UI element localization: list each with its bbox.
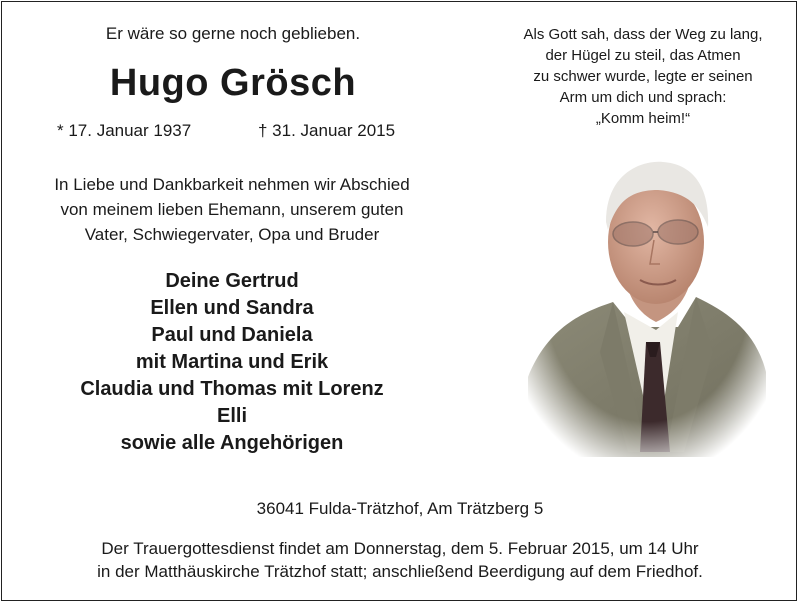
mourner-line: mit Martina und Erik <box>135 351 329 373</box>
poem-line: der Hügel zu steil, das Atmen <box>545 47 741 64</box>
poem-line: zu schwer wurde, legte er seinen <box>533 68 753 85</box>
poem <box>490 24 796 129</box>
birth-date: * 17. Januar 1937 <box>57 121 192 140</box>
mourner-line: Elli <box>216 405 247 427</box>
farewell-line: In Liebe und Dankbarkeit nehmen wir Abschied <box>54 175 410 194</box>
deceased-name: Hugo Grösch <box>109 62 357 104</box>
service-info <box>0 537 800 583</box>
poem-line: Als Gott sah, dass der Weg zu lang, <box>523 26 763 43</box>
portrait-photo <box>528 152 766 457</box>
poem-line: „Komm heim!“ <box>595 110 691 127</box>
mourner-line: Ellen und Sandra <box>150 297 314 319</box>
farewell-line: Vater, Schwiegervater, Opa und Bruder <box>84 225 380 244</box>
death-date: † 31. Januar 2015 <box>258 121 396 140</box>
address: 36041 Fulda-Trätzhof, Am Trätzberg 5 <box>256 499 544 518</box>
mourner-line: Deine Gertrud <box>165 270 299 292</box>
service-line: in der Matthäuskirche Trätzhof statt; anschließend Beerdigung auf dem Friedhof. <box>97 562 703 581</box>
mourner-line: Paul und Daniela <box>151 324 313 346</box>
mourners-list <box>24 268 440 457</box>
mourner-line: sowie alle Angehörigen <box>120 432 344 454</box>
service-line: Der Trauergottesdienst findet am Donnerstag, dem 5. Februar 2015, um 14 Uhr <box>101 539 699 558</box>
poem-line: Arm um dich und sprach: <box>559 89 727 106</box>
farewell-line: von meinem lieben Ehemann, unserem guten <box>60 200 404 219</box>
motto: Er wäre so gerne noch geblieben. <box>105 24 361 43</box>
mourner-line: Claudia und Thomas mit Lorenz <box>80 378 384 400</box>
farewell-text <box>24 172 440 247</box>
